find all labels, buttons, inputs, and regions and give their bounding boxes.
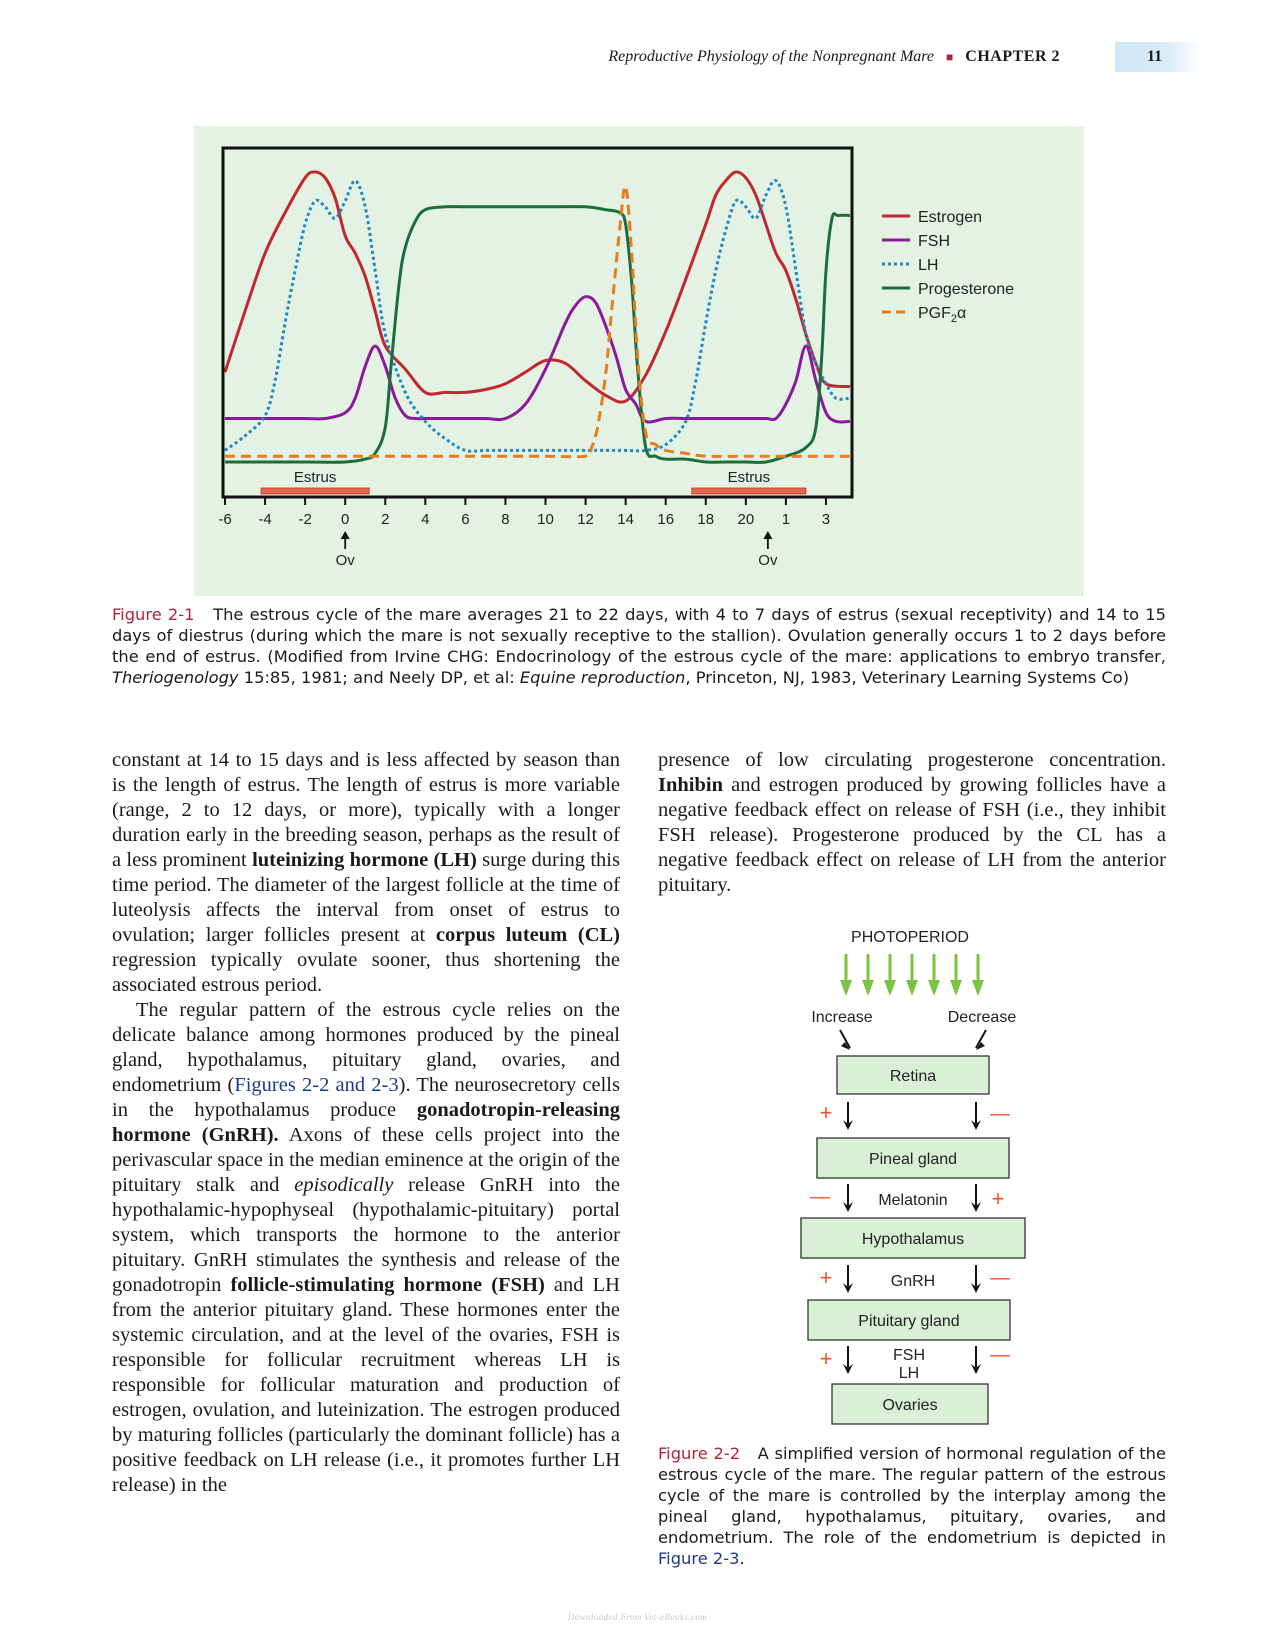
x-tick-label: 16 xyxy=(657,511,675,528)
x-tick-label: 8 xyxy=(501,511,510,528)
paragraph-1 xyxy=(112,748,620,998)
estrus-period-bar xyxy=(261,488,369,494)
italic-term: episodically xyxy=(294,1174,394,1196)
text-run: surge during this time period. The diameter of the largest follicle at the time of luteolysis affects the interval from onset of estrus to ovulation; larger follicles present at xyxy=(112,849,620,946)
decrease-label: Decrease xyxy=(947,1009,1017,1026)
estrus-period-bar xyxy=(692,488,806,494)
ovulation-label: Ov xyxy=(758,552,778,569)
photoperiod-arrowhead xyxy=(840,980,852,996)
increase-label: Increase xyxy=(811,1009,873,1026)
paragraph-3 xyxy=(658,748,1166,898)
download-watermark: Downloaded From Vet-eBooks.com xyxy=(567,1612,708,1622)
minus-sign-melatonin: — xyxy=(810,1186,830,1208)
x-tick-label: 0 xyxy=(341,511,350,528)
bold-term: gonadotropin-releasing hormone (GnRH). xyxy=(112,1099,620,1146)
feedback-arrow xyxy=(843,1265,853,1293)
ovulation-label: Ov xyxy=(335,552,355,569)
text-run: release GnRH into the hypothalamic-hypophyseal (hypothalamic-pituitary) portal system, which transports the hormone to the anterior pituitary. GnRH stimulates the synthesis and release of the gonadotropin xyxy=(112,1174,620,1296)
paragraph-2 xyxy=(112,998,620,1498)
series-fsh-line xyxy=(225,297,850,422)
x-tick-label: 14 xyxy=(617,511,634,528)
photoperiod-label: PHOTOPERIOD xyxy=(851,929,969,946)
x-tick-label: 6 xyxy=(461,511,470,528)
running-title: Reproductive Physiology of the Nonpregnant Mare xyxy=(608,48,935,65)
hypothalamus-label: Hypothalamus xyxy=(861,1231,965,1248)
figure-2-3-link[interactable]: Figure 2-3 xyxy=(658,1549,740,1568)
photoperiod-arrowhead xyxy=(972,980,984,996)
ovaries-label: Ovaries xyxy=(882,1397,938,1414)
hormonal-regulation-diagram xyxy=(780,920,1040,1432)
text-run: constant at 14 to 15 days and is less affected by season than is the length of estrus. The length of estrus is more variable (range, 2 to 12 days, or more), typically with a longer duration early in the breeding season, perhaps as the result of a less prominent xyxy=(112,749,620,871)
figure-2-1-panel xyxy=(194,126,1084,596)
photoperiod-arrows xyxy=(840,954,984,996)
text-run: The regular pattern of the estrous cycle relies on the delicate balance among hormones produced by the pineal gland, hypothalamus, pituitary gland, ovaries, and endometrium ( xyxy=(112,999,620,1096)
feedback-arrow xyxy=(843,1102,853,1130)
x-tick-label: 3 xyxy=(821,511,831,528)
text-run: presence of low circulating progesterone concentration. xyxy=(658,749,1166,771)
legend-label-lh: LH xyxy=(918,257,939,274)
text-run: Axons of these cells project into the perivascular space in the median eminence at the origin of the pituitary stalk and xyxy=(112,1124,620,1196)
photoperiod-arrowhead xyxy=(906,980,918,996)
series-progesterone-line xyxy=(225,207,850,463)
figure-2-1-caption xyxy=(112,604,1166,688)
pineal-gland-label: Pineal gland xyxy=(868,1151,958,1168)
fig2-caption-text-1: A simplified version of hormonal regulation of the estrous cycle of the mare. The regular pattern of the estrous cycle of the mare is controlled by the interplay among the pineal gland, hypothalamus, pituitary, ovaries, and endometrium. The role of the endometrium is depicted in xyxy=(658,1444,1166,1547)
retina-label: Retina xyxy=(889,1068,937,1085)
gnrh-label: GnRH xyxy=(890,1273,936,1290)
estrous-cycle-chart xyxy=(194,126,1084,596)
figure-reference-link[interactable]: Figures 2-2 and 2-3 xyxy=(234,1074,399,1096)
caption-text-1: The estrous cycle of the mare averages 21 to 22 days, with 4 to 7 days of estrus (sexual receptivity) and 14 to 15 days of diestrus (during which the mare is not sexually receptive to the stallion). Ovulation generally occurs 1 to 2 days before the end of estrus. (Modified from Irvine CHG: Endocrinology of the estrous cycle of the mare: applications to embryo transfer, xyxy=(112,605,1166,666)
text-run: regression typically ovulate sooner, thus shortening the associated estrous period. xyxy=(112,949,620,996)
pgf-subscript: 2 xyxy=(950,313,958,325)
legend-label-pgf2a xyxy=(918,305,966,325)
photoperiod-arrowhead xyxy=(862,980,874,996)
estrus-label: Estrus xyxy=(293,469,337,486)
bold-term: corpus luteum (CL) xyxy=(435,924,621,946)
pituitary-gland-label: Pituitary gland xyxy=(858,1313,960,1330)
caption-text-2: 15:85, 1981; and Neely DP, et al: xyxy=(238,668,520,687)
text-run: and estrogen produced by growing follicles have a negative feedback effect on release of FSH (i.e., they inhibit FSH release). Progesterone produced by the CL has a negative feedback effect on release of LH from the anterior pituitary. xyxy=(658,774,1166,896)
series-lh-line xyxy=(225,180,850,451)
feedback-arrow xyxy=(971,1184,981,1212)
caption-journal: Theriogenology xyxy=(112,668,239,687)
x-tick-label: -2 xyxy=(298,511,312,528)
figure-2-2-caption xyxy=(658,1443,1166,1569)
x-tick-label: 1 xyxy=(781,511,791,528)
ovulation-arrowhead xyxy=(341,531,350,539)
photoperiod-arrowhead xyxy=(928,980,940,996)
melatonin-label: Melatonin xyxy=(878,1192,948,1209)
lh-label: LH xyxy=(898,1365,920,1382)
body-column-left xyxy=(112,748,620,1498)
chapter-label: CHAPTER 2 xyxy=(965,48,1060,65)
x-tick-label: 12 xyxy=(577,511,594,528)
x-tick-label: 2 xyxy=(381,511,390,528)
plus-sign-fsh-lh: + xyxy=(819,1346,833,1371)
legend-label-fsh: FSH xyxy=(918,233,950,250)
pgf-suffix: α xyxy=(957,305,967,322)
x-tick-label: -4 xyxy=(258,511,272,528)
plus-sign-retina-pineal: + xyxy=(819,1100,833,1125)
x-tick-label: 10 xyxy=(537,511,554,528)
text-run: ). The neurosecretory cells in the hypothalamus produce xyxy=(112,1074,620,1121)
photoperiod-arrowhead xyxy=(950,980,962,996)
feedback-arrow xyxy=(971,1346,981,1374)
fsh-label: FSH xyxy=(893,1347,925,1364)
feedback-arrow xyxy=(843,1184,853,1212)
body-column-right xyxy=(658,748,1166,898)
legend-label-estrogen: Estrogen xyxy=(918,209,983,226)
feedback-arrow xyxy=(971,1265,981,1293)
text-run: and LH from the anterior pituitary gland. These hormones enter the systemic circulation, and at the level of the ovaries, FSH is responsible for follicular recruitment whereas LH is responsible for follicular maturation and production of estrogen, ovulation, and luteinization. The estrogen produced by maturing follicles (particularly the dominant follicle) has a positive feedback on LH release (i.e., it promotes further LH release) in the xyxy=(112,1274,620,1496)
figure-2-1-label: Figure 2-1 xyxy=(112,605,195,624)
fig2-caption-text-2: . xyxy=(739,1549,745,1568)
ovulation-arrowhead xyxy=(763,531,772,539)
plus-sign-melatonin: + xyxy=(991,1186,1005,1211)
bold-term: follicle-stimulating hormone (FSH) xyxy=(230,1274,545,1296)
estrus-label: Estrus xyxy=(727,469,771,486)
page-number: 11 xyxy=(1115,42,1200,72)
legend-label-progesterone: Progesterone xyxy=(918,281,1015,298)
chart-legend xyxy=(882,209,1014,325)
minus-sign-gnrh: — xyxy=(990,1267,1010,1289)
pgf-base: PGF xyxy=(918,305,951,322)
feedback-arrow xyxy=(971,1102,981,1130)
x-tick-label: 18 xyxy=(697,511,715,528)
x-tick-label: 4 xyxy=(421,511,430,528)
caption-text-3: , Princeton, NJ, 1983, Veterinary Learning Systems Co) xyxy=(685,668,1130,687)
x-tick-label: 20 xyxy=(737,511,755,528)
series-pgf2--line xyxy=(225,186,850,457)
separator-square-icon: ■ xyxy=(946,49,954,64)
minus-sign-fsh-lh: — xyxy=(990,1344,1010,1366)
bold-term: Inhibin xyxy=(658,774,723,796)
figure-2-2-label: Figure 2-2 xyxy=(658,1444,741,1463)
running-head xyxy=(560,44,1060,70)
plus-sign-gnrh: + xyxy=(819,1265,833,1290)
bold-term: luteinizing hormone (LH) xyxy=(252,849,477,871)
photoperiod-arrowhead xyxy=(884,980,896,996)
caption-book: Equine reproduction xyxy=(519,668,686,687)
feedback-arrow xyxy=(843,1346,853,1374)
x-tick-label: -6 xyxy=(218,511,232,528)
minus-sign-retina-pineal: — xyxy=(990,1103,1010,1125)
